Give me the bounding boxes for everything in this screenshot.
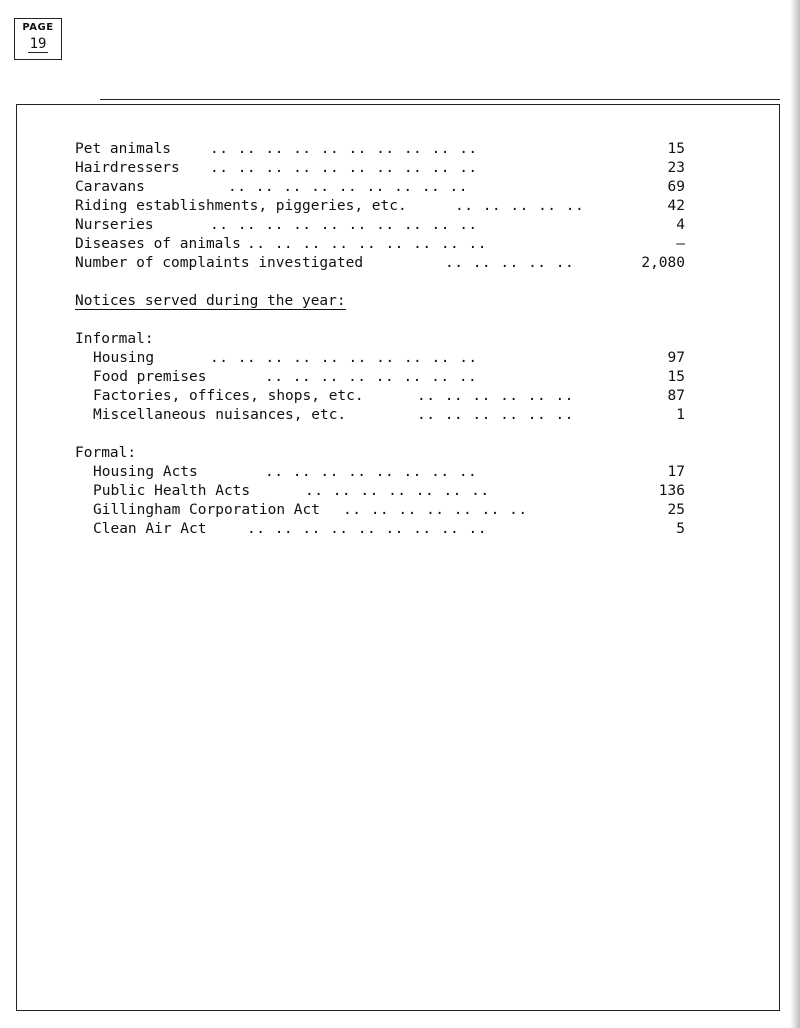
row-label: Number of complaints investigated: [75, 255, 364, 271]
row-value: 87: [667, 388, 685, 404]
table-row: [75, 368, 685, 387]
table-row: [75, 216, 685, 235]
leader-dots: .. .. .. .. .. .. .. .. .. ..: [210, 350, 478, 366]
table-row: [75, 178, 685, 197]
page-number: 19: [29, 36, 47, 52]
notices-heading: Notices served during the year:: [75, 293, 346, 309]
row-label: Housing: [93, 350, 155, 366]
row-value: 17: [667, 464, 685, 480]
row-value: –: [676, 236, 685, 252]
table-row: [75, 159, 685, 178]
row-label: Factories, offices, shops, etc.: [93, 388, 364, 404]
frame-top-rule: [100, 99, 780, 100]
leader-dots: .. .. .. .. .. .. .. .. ..: [228, 179, 468, 195]
row-value: 2,080: [641, 255, 685, 271]
row-value: 97: [667, 350, 685, 366]
table-row: [75, 387, 685, 406]
table-row: [75, 406, 685, 425]
leader-dots: .. .. .. .. .. .. .. .. .. ..: [210, 141, 478, 157]
report-content: [75, 140, 685, 539]
table-row: [75, 140, 685, 159]
row-label: Public Health Acts: [93, 483, 251, 499]
row-value: 4: [676, 217, 685, 233]
formal-heading: Formal:: [75, 445, 137, 461]
row-value: 1: [676, 407, 685, 423]
row-label: Nurseries: [75, 217, 154, 233]
row-value: 23: [667, 160, 685, 176]
row-value: 42: [667, 198, 685, 214]
table-row: [75, 254, 685, 273]
leader-dots: .. .. .. .. .. .. .. ..: [265, 464, 478, 480]
leader-dots: .. .. .. .. .. .. .. .. ..: [247, 521, 487, 537]
leader-dots: .. .. .. .. .. .. .. .. .. ..: [210, 217, 478, 233]
leader-dots: .. .. .. .. .. .. .. ..: [265, 369, 478, 385]
row-value: 15: [667, 369, 685, 385]
scan-edge: [790, 0, 800, 1028]
table-row: [75, 235, 685, 254]
row-value: 5: [676, 521, 685, 537]
row-label: Caravans: [75, 179, 145, 195]
table-row: [75, 482, 685, 501]
row-value: 136: [658, 483, 685, 499]
row-label: Miscellaneous nuisances, etc.: [93, 407, 347, 423]
table-row: [75, 197, 685, 216]
row-label: Gillingham Corporation Act: [93, 502, 320, 518]
leader-dots: .. .. .. .. .. ..: [417, 407, 574, 423]
page-label: PAGE: [22, 22, 54, 33]
table-row: [75, 463, 685, 482]
row-label: Pet animals: [75, 141, 172, 157]
row-value: 69: [667, 179, 685, 195]
table-row: [75, 349, 685, 368]
table-row: [75, 520, 685, 539]
row-label: Clean Air Act: [93, 521, 207, 537]
leader-dots: .. .. .. .. .. .. ..: [305, 483, 490, 499]
row-value: 25: [667, 502, 685, 518]
table-row: [75, 501, 685, 520]
leader-dots: .. .. .. .. ..: [455, 198, 585, 214]
row-label: Food premises: [93, 369, 207, 385]
leader-dots: .. .. .. .. ..: [445, 255, 575, 271]
leader-dots: .. .. .. .. .. .. .. .. ..: [247, 236, 487, 252]
leader-dots: .. .. .. .. .. .. ..: [343, 502, 528, 518]
row-label: Hairdressers: [75, 160, 180, 176]
informal-heading: Informal:: [75, 331, 154, 347]
leader-dots: .. .. .. .. .. .. .. .. .. ..: [210, 160, 478, 176]
leader-dots: .. .. .. .. .. ..: [417, 388, 574, 404]
row-label: Diseases of animals: [75, 236, 241, 252]
page-number-box: [14, 18, 62, 60]
row-value: 15: [667, 141, 685, 157]
row-label: Riding establishments, piggeries, etc.: [75, 198, 407, 214]
row-label: Housing Acts: [93, 464, 198, 480]
